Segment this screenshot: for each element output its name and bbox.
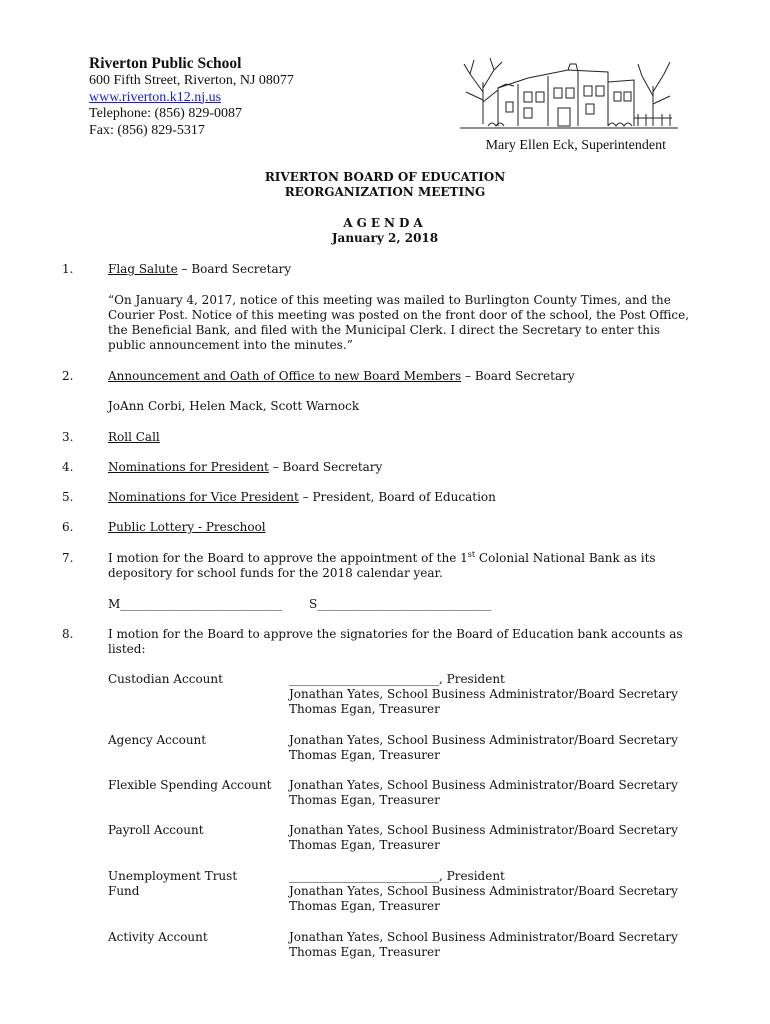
account-name [108,869,283,899]
signatory-line: Thomas Egan, Treasurer [289,793,440,807]
school-address: 600 Fifth Street, Riverton, NJ 08077 [89,73,294,88]
account-signatories [289,778,678,808]
meeting-date: January 2, 2018 [331,231,439,245]
item-suffix: – President, Board of Education [298,490,496,504]
item-number: 3. [62,430,74,444]
signatory-line: Jonathan Yates, School Business Administrator/Board Secretary [289,778,678,792]
signatory-line: Thomas Egan, Treasurer [289,748,440,762]
item-suffix: – Board Secretary [461,369,575,383]
item-number: 5. [62,490,74,504]
motion-text-part-b: Colonial National Bank as its depository for school funds for the 2018 calendar year. [108,551,656,580]
board-members-list: JoAnn Corbi, Helen Mack, Scott Warnock [108,399,360,413]
public-notice-text: “On January 4, 2017, notice of this meeting was mailed to Burlington County Times, and the Courier Post. Notice of this meeting was posted on the front door of the school, the Post Office, the Beneficial Bank, and filed with the Municipal Clerk. I direct the Secretary to enter this public announcement into the minutes.” [108,293,690,352]
signatory-line: Thomas Egan, Treasurer [289,899,440,913]
account-signatories [289,823,678,853]
item-number: 6. [62,520,74,534]
motion-by-blank[interactable]: M___________________________ [108,597,283,611]
president-signature-blank: _________________________, President [289,869,505,883]
signatory-line: Jonathan Yates, School Business Administrator/Board Secretary [289,823,678,837]
school-telephone: Telephone: (856) 829-0087 [89,106,242,121]
item-title: Public Lottery - Preschool [108,520,266,534]
meeting-heading [0,170,770,200]
meeting-title: REORGANIZATION MEETING [284,185,486,199]
account-name: Agency Account [108,733,207,747]
item-suffix: – Board Secretary [268,460,383,474]
item-title: Roll Call [108,430,160,444]
ordinal-superscript: st [467,550,476,559]
signatory-line: Thomas Egan, Treasurer [289,945,440,959]
signatory-line: Jonathan Yates, School Business Administrator/Board Secretary [289,733,678,747]
item-suffix: – Board Secretary [177,262,292,276]
item-number: 4. [62,460,74,474]
second-by-blank[interactable]: S_____________________________ [309,597,492,611]
item-number: 7. [62,551,74,565]
account-name: Activity Account [108,930,208,944]
agenda-heading [0,216,770,246]
motion-text-part-a: I motion for the Board to approve the appointment of the 1 [108,551,468,565]
board-title: RIVERTON BOARD OF EDUCATION [264,170,506,184]
account-name-line: Unemployment Trust [108,869,238,883]
account-name: Custodian Account [108,672,223,686]
agenda-title: AGENDA [343,216,427,230]
superintendent-name: Mary Ellen Eck, Superintendent [485,138,666,153]
signatories-motion-text: I motion for the Board to approve the signatories for the Board of Education bank accounts as listed: [108,627,683,656]
account-signatories [289,869,678,914]
signatory-line: Thomas Egan, Treasurer [289,838,440,852]
president-signature-blank: _________________________, President [289,672,505,686]
signatory-line: Thomas Egan, Treasurer [289,702,440,716]
letterhead [89,55,294,139]
account-signatories [289,672,678,717]
account-signatories [289,930,678,960]
item-number: 2. [62,369,74,383]
account-signatories [289,733,678,763]
school-fax: Fax: (856) 829-5317 [89,122,205,138]
item-title: Nominations for Vice President [108,490,299,504]
item-title: Announcement and Oath of Office to new Board Members [108,369,462,383]
item-number: 8. [62,627,74,641]
account-name: Flexible Spending Account [108,778,272,792]
signatory-line: Jonathan Yates, School Business Administrator/Board Secretary [289,687,678,701]
motion-text [108,551,698,581]
signatory-line: Jonathan Yates, School Business Administrator/Board Secretary [289,884,678,898]
item-title: Flag Salute [108,262,178,276]
account-name: Payroll Account [108,823,204,837]
school-name: Riverton Public School [89,55,242,72]
account-name-line: Fund [108,884,140,898]
signatory-line: Jonathan Yates, School Business Administrator/Board Secretary [289,930,678,944]
item-number: 1. [62,262,74,276]
school-building-sketch-icon [458,52,680,130]
school-website-link[interactable]: www.riverton.k12.nj.us [89,89,222,105]
item-title: Nominations for President [108,460,269,474]
